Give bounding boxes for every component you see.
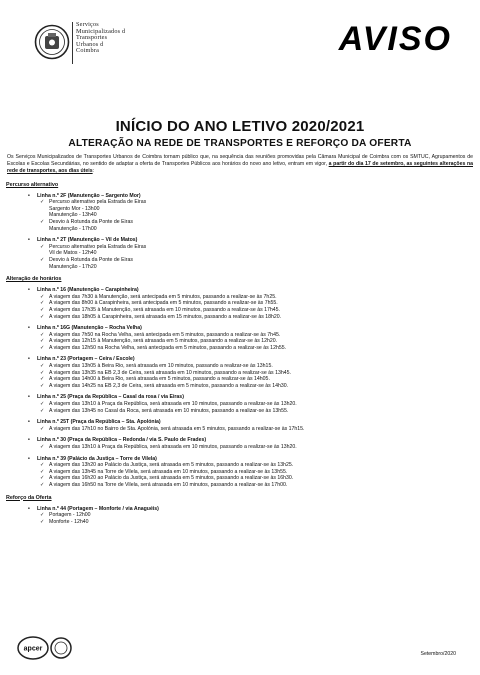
checkmark-icon: ✓ <box>40 199 45 206</box>
bullet-icon: • <box>28 437 30 444</box>
bus-line <box>28 325 474 351</box>
schedule-text: A viagem das 14h25 na EB 2,3 de Ceira, será atrasada em 5 minutos, passando a realizar-se às 14h30. <box>49 382 289 389</box>
bus-line-name: Linha n.º 44 (Portagem – Monforte / via Anaguéis) <box>37 505 159 512</box>
sections-container <box>6 182 474 526</box>
checkmark-icon: ✓ <box>40 344 45 351</box>
bus-line-name: Linha n.º 16 (Manutenção – Carapinheira) <box>37 287 139 294</box>
bus-line <box>28 193 474 233</box>
org-line: Municipalizados d <box>76 27 126 35</box>
schedule-text: A viagem das 16h20 ao Palácio da Justiça, será atrasada em 5 minutos, passando a realizar-se às 16h30. <box>49 475 294 482</box>
schedule-item <box>40 469 474 476</box>
bus-line <box>28 437 474 450</box>
schedule-item <box>40 519 474 526</box>
schedule-item <box>40 307 474 314</box>
intro-highlight: a partir do dia 17 de setembro, as seguintes alterações na rede de transportes, aos dias úteis <box>7 161 473 175</box>
schedule-item <box>40 332 474 339</box>
bus-line <box>28 456 474 489</box>
org-line: Coimbra <box>76 47 100 55</box>
checkmark-icon: ✓ <box>40 331 45 338</box>
section-title: Percurso alternativo <box>6 181 59 188</box>
schedule-item <box>40 314 474 321</box>
schedule-item <box>40 401 474 408</box>
org-line: Transportes <box>76 34 108 42</box>
schedule-item <box>40 363 474 370</box>
schedule-text: A viagem das 8h00 à Carapinheira, será antecipada em 5 minutos, passando a realizar-se às 7h55. <box>49 300 278 307</box>
bullet-icon: • <box>28 325 30 332</box>
checkmark-icon: ✓ <box>40 376 45 383</box>
schedule-item <box>40 383 474 390</box>
schedule-text: A viagem das 16h50 na Torre de Vilela, será atrasada em 10 minutos, passando a realizar-se às 17h00. <box>49 481 288 488</box>
checkmark-icon: ✓ <box>40 382 45 389</box>
checkmark-icon: ✓ <box>40 462 45 469</box>
bullet-icon: • <box>28 287 30 294</box>
schedule-subitem: Manutenção - 17h20 <box>49 263 97 270</box>
org-line: Urbanos d <box>76 40 104 48</box>
schedule-text: Desvio à Rotunda da Ponte de Eiras <box>49 256 133 263</box>
schedule-item <box>40 300 474 307</box>
coat-of-arms-logo <box>34 24 70 60</box>
section-title: Alteração de horários <box>6 276 62 283</box>
schedule-item <box>40 244 474 251</box>
header <box>6 0 474 70</box>
certification-logos <box>16 635 76 661</box>
schedule-item <box>40 512 474 519</box>
page-subtitle: ALTERAÇÃO NA REDE DE TRANSPORTES E REFORÇO DA OFERTA <box>68 138 412 149</box>
schedule-item <box>40 338 474 345</box>
apcer-logo-text: apcer <box>23 645 43 653</box>
schedule-item <box>40 462 474 469</box>
schedule-text: A viagem das 13h35 na EB 2,3 de Ceira, será atrasada em 10 minutos, passando a realizar-se às 13h45. <box>49 369 291 376</box>
schedule-subitem: Manutenção - 17h00 <box>49 225 97 232</box>
footer-date: Setembro/2020 <box>420 651 456 657</box>
schedule-text: A viagem das 13h20 ao Palácio da Justiça, será atrasada em 5 minutos, passando a realizar-se às 13h25. <box>49 462 294 469</box>
checkmark-icon: ✓ <box>40 338 45 345</box>
schedule-text: A viagem das 7h50 na Rocha Velha, será antecipada em 5 minutos, passando a realizar-se às 7h45. <box>49 331 281 338</box>
schedule-text: A viagem das 13h10 à Praça da República, será atrasada em 10 minutos, passando a realizar-se às 13h20. <box>49 444 297 451</box>
schedule-text: Monforte - 12h40 <box>49 518 89 525</box>
schedule-subitem: Vil de Matos - 12h40 <box>49 250 97 257</box>
schedule-subitem: Sargento Mor - 13h00 <box>49 205 100 212</box>
checkmark-icon: ✓ <box>40 313 45 320</box>
bullet-icon: • <box>28 394 30 401</box>
schedule-text: Percurso alternativo pela Estrada de Eiras <box>49 243 147 250</box>
bus-line-name: Linha n.º 25 (Praça da República – Casal da rosa / via Eiras) <box>37 394 184 401</box>
bus-line <box>28 506 474 526</box>
intro-end: : <box>92 168 95 175</box>
schedule-text: A viagem das 12h15 à Manutenção, será atrasada em 5 minutos, passando a realizar-se às 12h20. <box>49 338 278 345</box>
bus-line-name: Linha n.º 30 (Praça da República – Redonda / via S. Paulo de Frades) <box>37 437 207 444</box>
checkmark-icon: ✓ <box>40 369 45 376</box>
schedule-text: A viagem das 17h35 à Manutenção, será atrasada em 10 minutos, passando a realizar-se às 17h45. <box>49 306 280 313</box>
schedule-subitem: Manutenção - 13h40 <box>49 212 97 219</box>
schedule-text: A viagem das 13h45 na Torre de Vilela, será atrasada em 10 minutos, passando a realizar-se às 13h55. <box>49 468 288 475</box>
checkmark-icon: ✓ <box>40 401 45 408</box>
schedule-item <box>40 199 474 206</box>
schedule-item <box>40 426 474 433</box>
schedule-text: A viagem das 14h00 à Beira Rio, será atrasada em 5 minutos, passando a realizar-se às 14h05. <box>49 376 270 383</box>
bus-line-name: Linha n.º 23 (Portagem – Ceira / Escole) <box>37 356 135 363</box>
schedule-item <box>40 408 474 415</box>
schedule-text: Portagem - 12h00 <box>49 512 91 519</box>
schedule-item <box>40 257 474 264</box>
checkmark-icon: ✓ <box>40 475 45 482</box>
checkmark-icon: ✓ <box>40 425 45 432</box>
checkmark-icon: ✓ <box>40 518 45 525</box>
checkmark-icon: ✓ <box>40 306 45 313</box>
footer <box>0 637 480 675</box>
checkmark-icon: ✓ <box>40 481 45 488</box>
bullet-icon: • <box>28 419 30 426</box>
bus-line <box>28 237 474 270</box>
schedule-item <box>40 294 474 301</box>
checkmark-icon: ✓ <box>40 444 45 451</box>
bullet-icon: • <box>28 237 30 244</box>
intro-paragraph <box>6 154 474 176</box>
schedule-item <box>40 444 474 451</box>
bullet-icon: • <box>28 505 30 512</box>
aviso-heading: AVISO <box>338 20 452 58</box>
schedule-item <box>40 482 474 489</box>
checkmark-icon: ✓ <box>40 407 45 414</box>
org-line: Serviços <box>76 21 99 28</box>
checkmark-icon: ✓ <box>40 243 45 250</box>
checkmark-icon: ✓ <box>40 293 45 300</box>
intro-text: Os Serviços Municipalizados de Transportes Urbanos de Coimbra tornam público que, na sequência das reuniões promovidas pela Câmara Municipal de Coimbra com os SMTUC, Agrupamentos de Escolas e Escolas Secundárias, no sentido de adaptar a oferta de Transportes Públicos aos horários do novo ano letivo, entram em vigor, <box>7 154 473 168</box>
schedule-text: A viagem das 13h45 no Casal da Roca, será atrasada em 10 minutos, passando a realizar-se às 13h55. <box>49 407 289 414</box>
page-title: INÍCIO DO ANO LETIVO 2020/2021 <box>115 118 365 135</box>
schedule-item <box>40 376 474 383</box>
bus-line-name: Linha n.º 25T (Praça da República – Sta. Apolónia) <box>37 419 161 426</box>
schedule-item <box>40 345 474 352</box>
schedule-item <box>40 370 474 377</box>
schedule-text: A viagem das 18h05 à Carapinheira, será atrasada em 15 minutos, passando a realizar-se às 18h20. <box>49 313 282 320</box>
bullet-icon: • <box>28 192 30 199</box>
bus-line <box>28 394 474 414</box>
schedule-text: A viagem das 13h05 à Beira Rio, será atrasada em 10 minutos, passando a realizar-se às 13h15. <box>49 363 273 370</box>
bus-line-name: Linha n.º 39 (Palácio da Justiça – Torre de Vilela) <box>37 455 157 462</box>
schedule-text: A viagem das 12h50 na Rocha Velha, será antecipada em 5 minutos, passando a realizar-se às 12h55. <box>49 344 287 351</box>
bus-line <box>28 419 474 432</box>
checkmark-icon: ✓ <box>40 363 45 370</box>
header-divider <box>72 22 73 64</box>
schedule-item <box>40 475 474 482</box>
bus-line <box>28 287 474 320</box>
checkmark-icon: ✓ <box>40 512 45 519</box>
schedule-text: A viagem das 13h10 à Praça da República, será atrasada em 10 minutos, passando a realizar-se às 13h20. <box>49 401 297 408</box>
checkmark-icon: ✓ <box>40 218 45 225</box>
section-title: Reforço da Oferta <box>6 494 52 501</box>
checkmark-icon: ✓ <box>40 256 45 263</box>
schedule-text: Desvio à Rotunda da Ponte de Eiras <box>49 218 133 225</box>
bus-line <box>28 356 474 389</box>
bus-line-name: Linha n.º 2F (Manutenção – Sargento Mor) <box>37 192 141 199</box>
organization-name <box>76 22 125 55</box>
bullet-icon: • <box>28 356 30 363</box>
bullet-icon: • <box>28 455 30 462</box>
schedule-text: Percurso alternativo pela Estrada de Eiras <box>49 199 147 206</box>
schedule-item <box>40 219 474 226</box>
checkmark-icon: ✓ <box>40 468 45 475</box>
bus-line-name: Linha n.º 2T (Manutenção – Vil de Matos) <box>37 237 138 244</box>
schedule-text: A viagem das 7h30 à Manutenção, será antecipada em 5 minutos, passando a realizar-se às 7h25. <box>49 293 277 300</box>
checkmark-icon: ✓ <box>40 300 45 307</box>
schedule-text: A viagem das 17h10 no Bairro de Sta. Apolónia, será atrasada em 5 minutos, passando a realizar-se às 17h15. <box>49 425 305 432</box>
bus-line-name: Linha n.º 16G (Manutenção – Rocha Velha) <box>37 325 142 332</box>
